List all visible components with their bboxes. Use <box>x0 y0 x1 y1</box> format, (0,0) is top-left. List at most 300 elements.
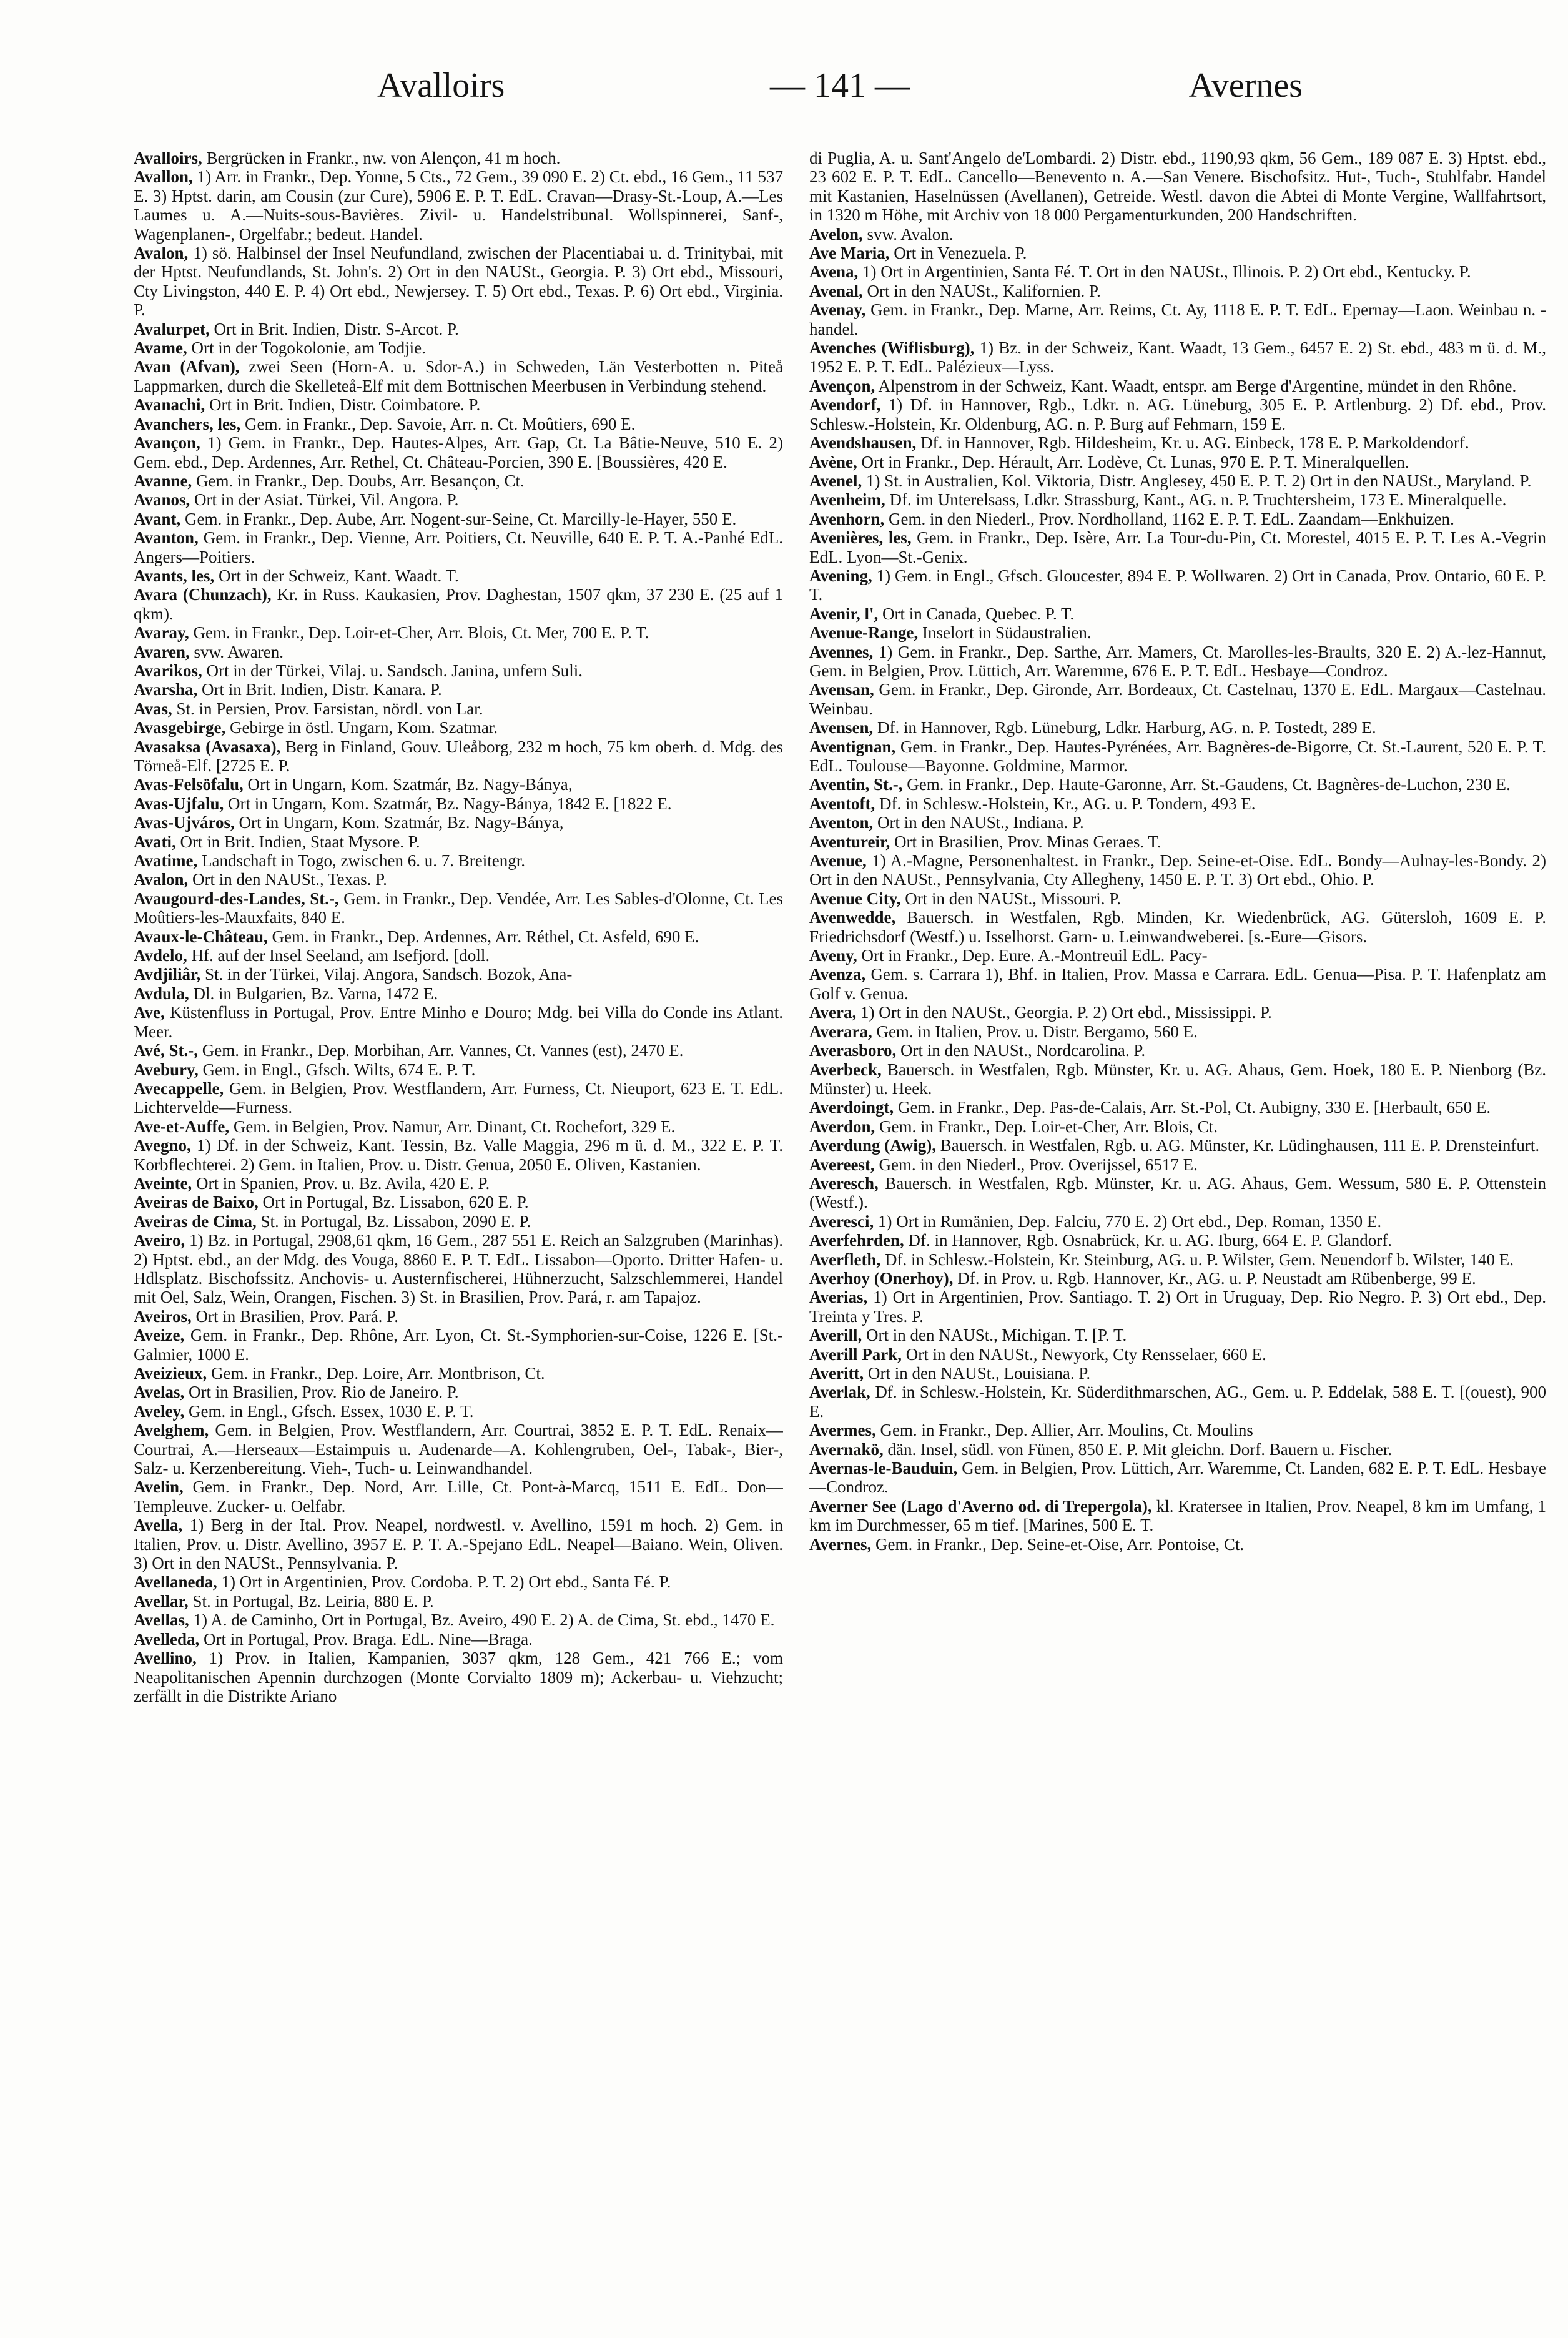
entry-headword: Avera, <box>809 1003 857 1022</box>
entry-headword: Avdjiliâr, <box>134 965 201 984</box>
entry-text: Df. in Schlesw.-Holstein, Kr. Steinburg, AG. u. P. Wilster, Gem. Neuendorf b. Wilster, 140 E. <box>880 1250 1514 1269</box>
entry-text: 1) Prov. in Italien, Kampanien, 3037 qkm, 128 Gem., 421 766 E.; vom Neapolitanischen Apennin durchzogen (Monte Corvialto 1809 m); Ackerbau- u. Viehzucht; zerfällt in die Distrikte Ariano <box>134 1649 783 1705</box>
entry-headword: Avas-Felsöfalu, <box>134 775 244 794</box>
dictionary-entry <box>809 889 1546 908</box>
entry-headword: Averfleth, <box>809 1250 881 1269</box>
entry-headword: Aventignan, <box>809 737 896 756</box>
entry-text: Gem. in den Niederl., Prov. Nordholland, 1162 E. P. T. EdL. Zaandam—Enkhuizen. <box>884 509 1454 528</box>
dictionary-entry <box>809 851 1546 889</box>
dictionary-entry <box>809 244 1546 262</box>
dictionary-entry <box>809 149 1546 225</box>
entry-headword: Avalloirs, <box>134 149 202 167</box>
page-number: — 141 — <box>770 66 910 105</box>
dictionary-entry <box>809 1250 1546 1269</box>
dictionary-entry <box>134 490 783 509</box>
entry-text: Ort in den NAUSt., Missouri. P. <box>900 889 1122 908</box>
entry-text: Ort in den NAUSt., Nordcarolina. P. <box>896 1041 1146 1060</box>
dictionary-entry <box>809 510 1546 528</box>
dictionary-entry <box>134 1136 783 1174</box>
entry-headword: Avalon, <box>134 244 189 263</box>
entry-headword: Avelleda, <box>134 1629 200 1649</box>
entry-text: Bauersch. in Westfalen, Rgb. Münster, Kr. u. AG. Ahaus, Gem. Wessum, 580 E. P. Ottenstein (Westf.). <box>809 1173 1546 1212</box>
entry-text: Gem. in Italien, Prov. u. Distr. Bergamo, 560 E. <box>872 1022 1198 1041</box>
dictionary-entry <box>134 1592 783 1610</box>
entry-headword: Avendshausen, <box>809 433 917 453</box>
right-column <box>809 149 1546 2303</box>
dictionary-entry <box>134 623 783 642</box>
dictionary-entry <box>809 1421 1546 1439</box>
entry-headword: Aventureir, <box>809 832 890 851</box>
entry-headword: Avanchers, les, <box>134 414 241 433</box>
entry-headword: Averara, <box>809 1022 872 1041</box>
dictionary-entry <box>809 300 1546 338</box>
entry-text: Gem. in Frankr., Dep. Rhône, Arr. Lyon, Ct. St.-Symphorien-sur-Coise, 1226 E. [St.-Galmier, 1000 E. <box>134 1326 783 1364</box>
entry-text: Ort in den NAUSt., Louisiana. P. <box>864 1364 1091 1383</box>
entry-headword: Avati, <box>134 832 176 851</box>
entry-headword: Avenay, <box>809 300 866 320</box>
entry-text: Ort in Frankr., Dep. Eure. A.-Montreuil EdL. Pacy- <box>857 946 1208 965</box>
entry-headword: Avenue, <box>809 851 867 871</box>
entry-text: 1) A.-Magne, Personenhaltest. in Frankr., Dep. Seine-et-Oise. EdL. Bondy—Aulnay-les-Bondy. 2) Ort in den NAUSt., Pennsylvania, Cty Allegheny, 1450 E. P. T. 3) Ort ebd., Ohio. P. <box>809 851 1546 889</box>
entry-headword: Averesci, <box>809 1211 874 1231</box>
entry-text: Ort in Portugal, Prov. Braga. EdL. Nine—Braga. <box>199 1629 533 1649</box>
entry-text: Gem. in Belgien, Prov. Westflandern, Arr. Furness, Ct. Nieuport, 623 E. T. EdL. Lichtervelde—Furness. <box>134 1078 783 1117</box>
entry-headword: Avants, les, <box>134 566 215 585</box>
dictionary-entry <box>809 965 1546 1003</box>
entry-text: 1) Bz. in Portugal, 2908,61 qkm, 16 Gem., 287 551 E. Reich an Salzgruben (Marinhas). 2) Hptst. ebd., an der Mdg. des Vouga, 8860 E. P. T. EdL. Lissabon—Oporto. Dritter Hafen- u. Hdlsplatz. Bischofssitz. Anchovis- u. Austernfischerei, Hühnerzucht, Salzschlemmerei, Handel mit Oel, Salz, Wein, Orangen, Fischen. 3) St. in Brasilien, Prov. Pará, r. am Tapajoz. <box>134 1231 783 1307</box>
entry-headword: Averasboro, <box>809 1041 897 1060</box>
entry-text: 1) Ort in Rumänien, Dep. Falciu, 770 E. 2) Ort ebd., Dep. Roman, 1350 E. <box>874 1211 1382 1231</box>
entry-text: Ort in den NAUSt., Texas. P. <box>188 870 387 889</box>
dictionary-entry <box>134 718 783 737</box>
dictionary-entry <box>134 1402 783 1421</box>
dictionary-entry <box>134 946 783 965</box>
entry-text: Ort in Brasilien, Prov. Rio de Janeiro. P. <box>184 1383 459 1402</box>
entry-headword: Avame, <box>134 338 187 358</box>
dictionary-entry <box>809 643 1546 681</box>
entry-text: di Puglia, A. u. Sant'Angelo de'Lombardi. 2) Distr. ebd., 1190,93 qkm, 56 Gem., 189 087 E. 3) Hptst. ebd., 23 602 E. P. T. EdL. Cancello—Benevento n. A.—San Venere. Bischofsitz. Hut-, Tuch-, Stuhlfabr. Handel mit Kastanien, Haselnüssen (Avellanen), Getreide. Westl. davon die Abtei di Monte Vergine, Wallfahrtsort, in 1320 m Höhe, mit Archiv von 18 000 Pergamenturkunden, 200 Handschriften. <box>809 149 1546 225</box>
dictionary-entry <box>134 1630 783 1649</box>
entry-headword: Avening, <box>809 566 872 585</box>
entry-text: 1) Ort in Argentinien, Prov. Cordoba. P. T. 2) Ort ebd., Santa Fé. P. <box>217 1572 671 1592</box>
entry-text: 1) Gem. in Frankr., Dep. Sarthe, Arr. Mamers, Ct. Marolles-les-Braults, 320 E. 2) A.-lez-Hannut, Gem. in Belgien, Prov. Lüttich, Arr. Waremme, 676 E. P. T. EdL. Hesbaye—Condroz. <box>809 642 1546 680</box>
entry-headword: Ave Maria, <box>809 244 890 263</box>
entry-headword: Averdon, <box>809 1117 875 1136</box>
dictionary-entry <box>809 813 1546 832</box>
entry-headword: Aventin, St.-, <box>809 775 903 794</box>
entry-headword: Averdoingt, <box>809 1098 894 1117</box>
entry-text: Gem. in Frankr., Dep. Marne, Arr. Reims, Ct. Ay, 1118 E. P. T. EdL. Epernay—Laon. Weinbau n. -handel. <box>809 300 1546 338</box>
entry-headword: Aveley, <box>134 1401 185 1421</box>
entry-text: Gem. in Frankr., Dep. Morbihan, Arr. Vannes, Ct. Vannes (est), 2470 E. <box>197 1041 684 1060</box>
entry-text: Inselort in Südaustralien. <box>918 623 1092 643</box>
entry-text: Gem. s. Carrara 1), Bhf. in Italien, Prov. Massa e Carrara. EdL. Genua—Pisa. P. T. Hafenplatz am Golf v. Genua. <box>809 965 1546 1003</box>
dictionary-entry <box>134 870 783 889</box>
entry-text: Bauersch. in Westfalen, Rgb. Minden, Kr. Wiedenbrück, AG. Gütersloh, 1609 E. P. Friedrichsdorf (Westf.) u. Isselhorst. Garn- u. Leinwandweberei. [s.-Eure—Gisors. <box>809 908 1546 946</box>
dictionary-entry <box>809 946 1546 965</box>
entry-text: Df. in Prov. u. Rgb. Hannover, Kr., AG. u. P. Neustadt am Rübenberge, 99 E. <box>953 1268 1476 1288</box>
dictionary-entry <box>809 1364 1546 1383</box>
entry-text: Gem. in Belgien, Prov. Lüttich, Arr. Waremme, Ct. Landen, 682 E. P. T. EdL. Hesbaye—Condroz. <box>809 1459 1546 1497</box>
entry-text: St. in Portugal, Bz. Leiria, 880 E. P. <box>188 1591 434 1610</box>
dictionary-entry <box>134 737 783 776</box>
dictionary-entry <box>134 471 783 490</box>
dictionary-entry <box>809 453 1546 471</box>
entry-text: 1) Gem. in Engl., Gfsch. Gloucester, 894 E. P. Wollwaren. 2) Ort in Canada, Prov. Ontario, 60 E. P. T. <box>809 566 1546 604</box>
entry-headword: Avellaneda, <box>134 1572 217 1592</box>
entry-text: Df. in Hannover, Rgb. Hildesheim, Kr. u. AG. Einbeck, 178 E. P. Markoldendorf. <box>916 433 1469 453</box>
entry-headword: Avenwedde, <box>809 908 896 927</box>
dictionary-entry <box>134 510 783 528</box>
dictionary-entry <box>809 528 1546 566</box>
entry-headword: Avelghem, <box>134 1421 209 1440</box>
dictionary-entry <box>134 775 783 794</box>
dictionary-entry <box>809 262 1546 281</box>
entry-text: St. in der Türkei, Vilaj. Angora, Sandsch. Bozok, Ana- <box>200 965 573 984</box>
entry-headword: Avé, St.-, <box>134 1041 198 1060</box>
entry-text: Gem. in Frankr., Dep. Loire, Arr. Montbrison, Ct. <box>207 1364 545 1383</box>
dictionary-entry <box>134 415 783 433</box>
entry-headword: Ave-et-Auffe, <box>134 1117 230 1136</box>
dictionary-entry <box>809 1497 1546 1535</box>
entry-headword: Avasaksa (Avasaxa), <box>134 737 281 756</box>
entry-headword: Avallon, <box>134 167 193 187</box>
entry-text: Df. im Unterelsass, Ldkr. Strassburg, Kant., AG. n. P. Truchtersheim, 173 E. Mineralquelle. <box>885 490 1507 510</box>
entry-text: Hf. auf der Insel Seeland, am Isefjord. [doll. <box>187 946 490 965</box>
entry-headword: Averner See (Lago d'Averno od. di Trepergola), <box>809 1496 1152 1516</box>
dictionary-entry <box>134 1174 783 1193</box>
dictionary-entry <box>809 1041 1546 1060</box>
entry-headword: Averhoy (Onerhoy), <box>809 1268 954 1288</box>
dictionary-entry <box>134 1193 783 1211</box>
entry-headword: Avernes, <box>809 1534 872 1554</box>
entry-headword: Avarikos, <box>134 661 202 680</box>
entry-text: Gem. in Belgien, Prov. Westflandern, Arr. Courtrai, 3852 E. P. T. EdL. Renaix—Courtrai, A.—Herseaux—Estaimpuis u. Audenarde—A. Kohlengruben, Oel-, Tabak-, Bier-, Salz- u. Kerzenbereitung. Vieh-, Tuch- u. Leinwandhandel. <box>134 1421 783 1478</box>
entry-text: Df. in Hannover, Rgb. Lüneburg, Ldkr. Harburg, AG. n. P. Tostedt, 289 E. <box>873 718 1376 737</box>
header-left-guideword: Avalloirs <box>377 66 505 105</box>
dictionary-entry <box>809 1440 1546 1459</box>
dictionary-entry <box>809 718 1546 737</box>
entry-headword: Avaugourd-des-Landes, St.-, <box>134 889 339 908</box>
dictionary-entry <box>809 1459 1546 1497</box>
entry-headword: Averill Park, <box>809 1344 902 1364</box>
dictionary-entry <box>809 623 1546 642</box>
entry-headword: Avara (Chunzach), <box>134 585 272 604</box>
entry-text: 1) Bz. in der Schweiz, Kant. Waadt, 13 Gem., 6457 E. 2) St. ebd., 483 m ü. d. M., 1952 E. P. T. EdL. Palézieux—Lyss. <box>809 338 1546 377</box>
dictionary-entry <box>809 680 1546 718</box>
dictionary-entry <box>809 433 1546 452</box>
dictionary-entry <box>809 377 1546 395</box>
dictionary-entry <box>134 965 783 984</box>
entry-text: Gem. in Frankr., Dep. Aube, Arr. Nogent-sur-Seine, Ct. Marcilly-le-Hayer, 550 E. <box>180 509 737 528</box>
dictionary-entry <box>134 699 783 718</box>
dictionary-entry <box>809 282 1546 300</box>
entry-text: Gem. in Frankr., Dep. Seine-et-Oise, Arr. Pontoise, Ct. <box>871 1534 1245 1554</box>
entry-headword: Averlak, <box>809 1383 870 1402</box>
entry-text: Gem. in Frankr., Dep. Nord, Arr. Lille, Ct. Pont-à-Marcq, 1511 E. EdL. Don—Templeuve. Zucker- u. Oelfabr. <box>134 1477 783 1516</box>
entry-text: svw. Avalon. <box>862 224 954 244</box>
dictionary-entry <box>134 1307 783 1326</box>
entry-text: Landschaft in Togo, zwischen 6. u. 7. Breitengr. <box>197 851 525 871</box>
entry-headword: Averill, <box>809 1326 862 1345</box>
entry-headword: Avelin, <box>134 1477 184 1497</box>
dictionary-entry <box>134 984 783 1003</box>
entry-headword: Avasgebirge, <box>134 718 226 737</box>
entry-text: kl. Kratersee in Italien, Prov. Neapel, 8 km im Umfang, 1 km im Durchmesser, 65 m tief. [Marines, 500 E. T. <box>809 1496 1546 1535</box>
entry-headword: Aventoft, <box>809 794 875 813</box>
dictionary-entry <box>134 1041 783 1060</box>
entry-text: 1) Gem. in Frankr., Dep. Hautes-Alpes, Arr. Gap, Ct. La Bâtie-Neuve, 510 E. 2) Gem. ebd., Dep. Ardennes, Arr. Rethel, Ct. Château-Porcien, 390 E. [Boussières, 420 E. <box>134 433 783 471</box>
entry-headword: Avennes, <box>809 642 874 661</box>
entry-headword: Averfehrden, <box>809 1231 904 1250</box>
entry-text: Gem. in Frankr., Dep. Gironde, Arr. Bordeaux, Ct. Castelnau, 1370 E. EdL. Margaux—Castelnau. Weinbau. <box>809 680 1546 718</box>
dictionary-entry <box>134 149 783 167</box>
entry-text: Gem. in Frankr., Dep. Savoie, Arr. n. Ct. Moûtiers, 690 E. <box>240 414 636 433</box>
entry-text: Df. in Hannover, Rgb. Osnabrück, Kr. u. AG. Iburg, 664 E. P. Glandorf. <box>904 1231 1393 1250</box>
dictionary-entry <box>809 1288 1546 1326</box>
entry-headword: Aveny, <box>809 946 857 965</box>
entry-text: Gem. in Frankr., Dep. Allier, Arr. Moulins, Ct. Moulins <box>875 1421 1253 1440</box>
entry-headword: Avaren, <box>134 642 190 661</box>
dictionary-entry <box>134 1326 783 1364</box>
entry-headword: Avençon, <box>809 376 875 395</box>
dictionary-entry <box>134 1477 783 1516</box>
dictionary-entry <box>134 889 783 927</box>
entry-headword: Avellino, <box>134 1649 197 1668</box>
entry-text: Ort in Ungarn, Kom. Szatmár, Bz. Nagy-Bánya, <box>243 775 573 794</box>
dictionary-entry <box>809 1326 1546 1344</box>
dictionary-entry <box>134 1117 783 1136</box>
entry-text: Ort in Portugal, Bz. Lissabon, 620 E. P. <box>258 1193 529 1212</box>
entry-headword: Avas, <box>134 699 172 718</box>
dictionary-entry <box>134 1516 783 1572</box>
entry-headword: Avecappelle, <box>134 1078 224 1098</box>
entry-text: Ort in Brit. Indien, Staat Mysore. P. <box>175 832 420 851</box>
entry-headword: Avarsha, <box>134 680 198 699</box>
dictionary-entry <box>134 167 783 244</box>
entry-headword: Avebury, <box>134 1060 199 1079</box>
dictionary-entry <box>809 1022 1546 1041</box>
entry-text: Gem. in den Niederl., Prov. Overijssel, 6517 E. <box>874 1155 1198 1174</box>
entry-text: Gem. in Frankr., Dep. Doubs, Arr. Besançon, Ct. <box>192 471 525 490</box>
entry-headword: Avalurpet, <box>134 319 210 338</box>
entry-text: Df. in Schlesw.-Holstein, Kr., AG. u. P. Tondern, 493 E. <box>875 794 1256 813</box>
dictionary-entry <box>809 1269 1546 1288</box>
entry-text: Dl. in Bulgarien, Bz. Varna, 1472 E. <box>189 984 438 1003</box>
entry-text: Bergrücken in Frankr., nw. von Alençon, 41 m hoch. <box>202 149 561 167</box>
entry-text: Gem. in Frankr., Dep. Loir-et-Cher, Arr. Blois, Ct. <box>875 1117 1218 1136</box>
entry-headword: Avanne, <box>134 471 192 490</box>
dictionary-entry <box>809 1136 1546 1155</box>
entry-headword: Avella, <box>134 1516 183 1535</box>
dictionary-entry <box>809 1212 1546 1231</box>
dictionary-entry <box>134 244 783 320</box>
entry-headword: Avas-Ujváros, <box>134 813 235 832</box>
dictionary-entry <box>809 1155 1546 1174</box>
dictionary-entry <box>809 794 1546 813</box>
entry-text: 1) sö. Halbinsel der Insel Neufundland, zwischen der Placentiabai u. d. Trinitybai, mit der Hptst. Neufundlands, St. John's. 2) Ort in den NAUSt., Georgia. P. 3) Ort ebd., Missouri, Cty Livingston, 440 E. P. 4) Ort ebd., Newjersey. T. 5) Ort ebd., Texas. P. 6) Ort ebd., Virginia. P. <box>134 244 783 320</box>
entry-text: Ort in Canada, Quebec. P. T. <box>878 604 1075 623</box>
entry-headword: Averbeck, <box>809 1060 882 1079</box>
entry-headword: Averdung (Awig), <box>809 1136 936 1155</box>
dictionary-entry <box>809 490 1546 509</box>
entry-headword: Ave, <box>134 1003 165 1022</box>
dictionary-entry <box>809 1003 1546 1022</box>
entry-headword: Avenue City, <box>809 889 901 908</box>
dictionary-entry <box>809 1345 1546 1364</box>
dictionary-entry <box>134 1003 783 1041</box>
entry-headword: Avegno, <box>134 1136 191 1155</box>
entry-headword: Avena, <box>809 262 859 282</box>
entry-headword: Avensen, <box>809 718 874 737</box>
entry-headword: Avanos, <box>134 490 190 510</box>
dictionary-entry <box>134 1212 783 1231</box>
entry-text: Bauersch. in Westfalen, Rgb. u. AG. Münster, Kr. Lüdinghausen, 111 E. P. Drensteinfurt. <box>936 1136 1540 1155</box>
entry-headword: Avenue-Range, <box>809 623 919 643</box>
entry-text: 1) Ort in Argentinien, Prov. Santiago. T. 2) Ort in Uruguay, Dep. Rio Negro. P. 3) Ort ebd., Dep. Treinta y Tres. P. <box>809 1288 1546 1326</box>
dictionary-entry <box>134 528 783 566</box>
dictionary-entry <box>134 643 783 661</box>
entry-headword: Avaray, <box>134 623 189 643</box>
entry-text: Ort in Brasilien, Prov. Pará. P. <box>191 1306 398 1326</box>
dictionary-entry <box>809 775 1546 794</box>
entry-text: St. in Portugal, Bz. Lissabon, 2090 E. P. <box>256 1211 531 1231</box>
dictionary-entry <box>809 908 1546 946</box>
page-header <box>134 66 1546 109</box>
entry-headword: Avdula, <box>134 984 189 1003</box>
entry-headword: Aveize, <box>134 1326 185 1345</box>
entry-text: Ort in der Schweiz, Kant. Waadt. T. <box>214 566 459 585</box>
entry-headword: Avanachi, <box>134 395 205 415</box>
entry-text: Ort in Brit. Indien, Distr. Kanara. P. <box>197 680 442 699</box>
dictionary-entry <box>809 1231 1546 1250</box>
entry-headword: Avernas-le-Bauduin, <box>809 1459 958 1478</box>
entry-text: 1) Ort in Argentinien, Santa Fé. T. Ort in den NAUSt., Illinois. P. 2) Ort ebd., Kentucky. P. <box>858 262 1471 282</box>
dictionary-entry <box>809 604 1546 623</box>
entry-text: zwei Seen (Horn-A. u. Sdor-A.) in Schweden, Län Vesterbotten n. Piteå Lappmarken, durch die Skelleteå-Elf mit dem Bottnischen Meerbusen in Verbindung stehend. <box>134 357 783 395</box>
entry-headword: Aveiros, <box>134 1306 192 1326</box>
dictionary-entry <box>809 737 1546 776</box>
entry-text: 1) St. in Australien, Kol. Viktoria, Distr. Anglesey, 450 E. P. T. 2) Ort in den NAUSt., Maryland. P. <box>862 471 1532 490</box>
entry-text: 1) Berg in der Ital. Prov. Neapel, nordwestl. v. Avellino, 1591 m hoch. 2) Gem. in Italien, Prov. u. Distr. Avellino, 3957 E. P. T. A.-Spejano EdL. Neapel—Baiano. Wein, Oliven. 3) Ort in den NAUSt., Pennsylvania. P. <box>134 1516 783 1573</box>
entry-text: Ort in Brit. Indien, Distr. Coimbatore. P. <box>205 395 481 415</box>
entry-headword: Avendorf, <box>809 395 881 415</box>
dictionary-entry <box>134 585 783 623</box>
entry-headword: Avenza, <box>809 965 866 984</box>
entry-headword: Avenheim, <box>809 490 885 510</box>
dictionary-entry <box>134 320 783 338</box>
entry-headword: Avenches (Wiflisburg), <box>809 338 975 358</box>
entry-text: Gem. in Belgien, Prov. Namur, Arr. Dinant, Ct. Rochefort, 329 E. <box>229 1117 676 1136</box>
left-column <box>134 149 783 2303</box>
entry-text: Alpenstrom in der Schweiz, Kant. Waadt, entspr. am Berge d'Argentine, mündet in den Rhône. <box>875 376 1517 395</box>
entry-text: dän. Insel, südl. von Fünen, 850 E. P. Mit gleichn. Dorf. Bauern u. Fischer. <box>883 1439 1393 1459</box>
entry-text: 1) Df. in der Schweiz, Kant. Tessin, Bz. Valle Maggia, 296 m ü. d. M., 322 E. P. T. Korbflechterei. 2) Gem. in Italien, Prov. u. Distr. Genua, 2050 E. Oliven, Kastanien. <box>134 1136 783 1174</box>
entry-text: Gem. in Frankr., Dep. Isère, Arr. La Tour-du-Pin, Ct. Morestel, 4015 E. P. T. Les A.-Vegrin EdL. Lyon—St.-Genix. <box>809 528 1546 566</box>
entry-text: Gem. in Frankr., Dep. Vendée, Arr. Les Sables-d'Olonne, Ct. Les Moûtiers-les-Mauxfaits, 840 E. <box>134 889 783 927</box>
entry-text: Ort in den NAUSt., Indiana. P. <box>873 813 1084 832</box>
dictionary-entry <box>134 1079 783 1117</box>
entry-text: Gem. in Frankr., Dep. Pas-de-Calais, Arr. St.-Pol, Ct. Aubigny, 330 E. [Herbault, 650 E. <box>894 1098 1491 1117</box>
dictionary-entry <box>809 566 1546 604</box>
entry-headword: Averitt, <box>809 1364 864 1383</box>
entry-headword: Avensan, <box>809 680 874 699</box>
entry-text: Ort in Ungarn, Kom. Szatmár, Bz. Nagy-Bánya, 1842 E. [1822 E. <box>224 794 672 813</box>
entry-headword: Aventon, <box>809 813 874 832</box>
entry-text: Gem. in Engl., Gfsch. Essex, 1030 E. P. T. <box>184 1401 474 1421</box>
dictionary-entry <box>134 1364 783 1383</box>
entry-headword: Avelas, <box>134 1383 185 1402</box>
entry-headword: Avenières, les, <box>809 528 912 548</box>
entry-text: Gem. in Frankr., Dep. Ardennes, Arr. Réthel, Ct. Asfeld, 690 E. <box>267 927 699 946</box>
dictionary-entry <box>809 338 1546 377</box>
dictionary-entry <box>134 433 783 471</box>
entry-headword: Avereest, <box>809 1155 875 1174</box>
entry-headword: Avenel, <box>809 471 862 490</box>
dictionary-entry <box>134 1649 783 1705</box>
dictionary-entry <box>134 813 783 832</box>
entry-text: Küstenfluss in Portugal, Prov. Entre Minho e Douro; Mdg. bei Villa do Conde ins Atlant. Meer. <box>134 1003 783 1041</box>
entry-text: Ort in der Asiat. Türkei, Vil. Angora. P. <box>190 490 459 510</box>
entry-text: Bauersch. in Westfalen, Rgb. Münster, Kr. u. AG. Ahaus, Gem. Hoek, 180 E. P. Nienborg (Bz. Münster) u. Heek. <box>809 1060 1546 1098</box>
entry-text: St. in Persien, Prov. Farsistan, nördl. von Lar. <box>172 699 483 718</box>
entry-text: Ort in Brasilien, Prov. Minas Geraes. T. <box>890 832 1161 851</box>
dictionary-entry <box>809 471 1546 490</box>
dictionary-entry <box>809 1098 1546 1117</box>
entry-headword: Avermes, <box>809 1421 876 1440</box>
dictionary-entry <box>134 1231 783 1307</box>
entry-text: Gem. in Engl., Gfsch. Wilts, 674 E. P. T. <box>198 1060 476 1079</box>
dictionary-entry <box>134 338 783 357</box>
entry-text: Gem. in Frankr., Dep. Loir-et-Cher, Arr. Blois, Ct. Mer, 700 E. P. T. <box>189 623 649 643</box>
entry-text: Ort in der Togokolonie, am Todjie. <box>187 338 426 358</box>
dictionary-entry <box>134 851 783 870</box>
entry-headword: Avenal, <box>809 281 863 300</box>
entry-headword: Avenir, l', <box>809 604 879 623</box>
entry-headword: Aveiro, <box>134 1231 185 1250</box>
dictionary-entry <box>809 1117 1546 1136</box>
entry-text: Ort in Spanien, Prov. u. Bz. Avila, 420 E. P. <box>192 1173 490 1193</box>
dictionary-entry <box>809 1535 1546 1554</box>
dictionary-entry <box>134 1572 783 1591</box>
entry-headword: Avernakö, <box>809 1439 884 1459</box>
entry-text: Berg in Finland, Gouv. Uleåborg, 232 m hoch, 75 km oberh. d. Mdg. des Törneå-Elf. [2725 E. P. <box>134 737 783 775</box>
entry-headword: Avatime, <box>134 851 198 871</box>
entry-headword: Avelon, <box>809 224 863 244</box>
entry-text: Gebirge in östl. Ungarn, Kom. Szatmar. <box>225 718 498 737</box>
entry-headword: Avdelo, <box>134 946 187 965</box>
entry-text: Ort in den NAUSt., Kalifornien. P. <box>862 281 1101 300</box>
dictionary-entry <box>134 1421 783 1477</box>
entry-text: 1) Arr. in Frankr., Dep. Yonne, 5 Cts., 72 Gem., 39 090 E. 2) Ct. ebd., 16 Gem., 11 537 E. 3) Hptst. darin, am Cousin (zur Cure), 5906 E. P. T. EdL. Cravan—Drasy-St.-Loup, A.—Les Laumes u. A.—Nuits-sous-Bavières. Zivil- u. Handelstribunal. Wollspinnerei, Sanf-, Wagenplanen-, Orgelfabr.; bedeut. Handel. <box>134 167 783 244</box>
entry-text: 1) Ort in den NAUSt., Georgia. P. 2) Ort ebd., Mississippi. P. <box>856 1003 1272 1022</box>
dictionary-entry <box>134 357 783 395</box>
entry-text: Gem. in Frankr., Dep. Vienne, Arr. Poitiers, Ct. Neuville, 640 E. P. T. A.-Panhé EdL. Angers—Poitiers. <box>134 528 783 566</box>
dictionary-entry <box>134 794 783 813</box>
dictionary-entry <box>809 1383 1546 1421</box>
entry-headword: Avellar, <box>134 1591 189 1610</box>
entry-headword: Averias, <box>809 1288 868 1307</box>
entry-text: Gem. in Frankr., Dep. Hautes-Pyrénées, Arr. Bagnères-de-Bigorre, Ct. St.-Laurent, 520 E. P. T. EdL. Toulouse—Bayonne. Goldmine, Marmor. <box>809 737 1546 775</box>
dictionary-entry <box>134 395 783 414</box>
entry-text: Ort in den NAUSt., Newyork, Cty Rensselaer, 660 E. <box>901 1344 1266 1364</box>
entry-text: Ort in Ungarn, Kom. Szatmár, Bz. Nagy-Bánya, <box>234 813 564 832</box>
entry-headword: Avanton, <box>134 528 199 548</box>
entry-headword: Avalon, <box>134 870 189 889</box>
entry-text: Ort in Frankr., Dep. Hérault, Arr. Lodève, Ct. Lunas, 970 E. P. T. Mineralquellen. <box>857 452 1409 471</box>
dictionary-entry <box>134 927 783 946</box>
entry-headword: Aveiras de Baixo, <box>134 1193 259 1212</box>
